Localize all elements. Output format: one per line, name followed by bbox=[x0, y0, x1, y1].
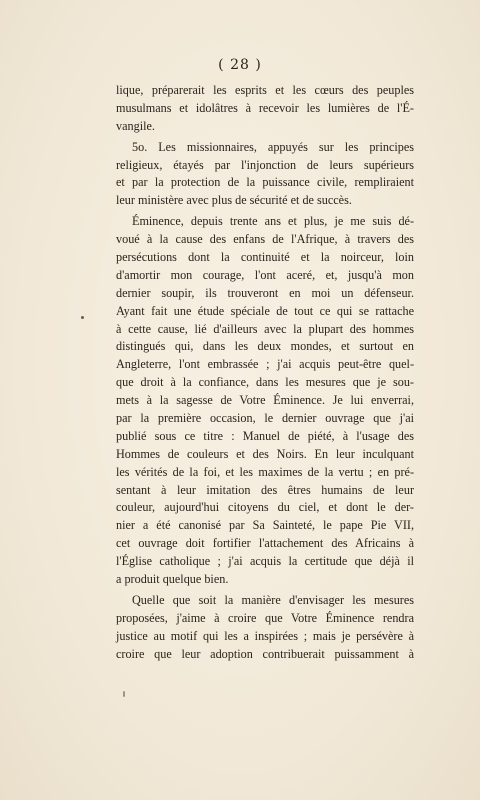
text-line: que droit à la confiance, dans les mesures que je sou- bbox=[116, 375, 414, 390]
text-line: nier a été canonisé par Sa Sainteté, le pape Pie VII, bbox=[116, 518, 414, 533]
text-line: les vérités de la foi, et les maximes de la vertu ; en pré- bbox=[116, 464, 414, 479]
text-line: à cette cause, lié d'ailleurs avec la plupart des hommes bbox=[116, 321, 414, 336]
text-line: musulmans et idolâtres à recevoir les lumières de l'É- bbox=[116, 100, 414, 115]
text-line: a produit quelque bien. bbox=[116, 572, 229, 587]
text-line: proposées, j'aime à croire que Votre Éminence rendra bbox=[116, 610, 414, 625]
text-line: cet ouvrage doit fortifier l'attachement des Africains à bbox=[116, 536, 414, 551]
text-line: couleur, aujourd'hui citoyens du ciel, et dont le der- bbox=[116, 500, 414, 515]
text-line: Hommes de couleurs et des Noirs. En leur inculquant bbox=[116, 446, 414, 461]
text-line: et par la protection de la puissance civile, rempliraient bbox=[116, 175, 414, 190]
text-line: l'Église catholique ; j'ai acquis la certitude que déjà il bbox=[116, 554, 414, 569]
text-line: mets à la sagesse de Votre Éminence. Je lui enverrai, bbox=[116, 393, 414, 408]
text-line: lique, préparerait les esprits et les cœurs des peuples bbox=[116, 83, 414, 97]
text-line: Ayant fait une étude spéciale de tout ce qui se rattache bbox=[116, 303, 414, 318]
text-line: persécutions dont la continuité et la noirceur, loin bbox=[116, 250, 414, 265]
text-line: voué à la cause des enfans de l'Afrique, à travers des bbox=[116, 232, 414, 247]
paragraph-2 bbox=[116, 139, 414, 211]
text-line: Éminence, depuis trente ans et plus, je me suis dé- bbox=[132, 214, 414, 229]
text-line: 5o. Les missionnaires, appuyés sur les principes bbox=[132, 139, 414, 154]
text-line: par la première occasion, le dernier ouvrage que j'ai bbox=[116, 411, 414, 426]
body-text bbox=[116, 82, 414, 664]
text-line: d'amortir mon courage, l'ont aceré, et, jusqu'à mon bbox=[116, 267, 414, 282]
paragraph-1 bbox=[116, 82, 414, 136]
page-number: ( 28 ) bbox=[218, 57, 262, 73]
text-line: croire que leur adoption contribuerait puissamment à bbox=[116, 646, 414, 661]
ink-speck bbox=[81, 316, 84, 319]
paragraph-3 bbox=[116, 213, 414, 589]
text-line: distingués qui, dans les deux mondes, et surtout en bbox=[116, 339, 414, 354]
text-line: publié sous ce titre : Manuel de piété, à l'usage des bbox=[116, 428, 414, 443]
ink-speck bbox=[123, 691, 125, 697]
text-line: sentant à leur imitation des êtres humains de leur bbox=[116, 482, 414, 497]
text-line: religieux, étayés par l'injonction de leurs supérieurs bbox=[116, 157, 414, 172]
paragraph-4 bbox=[116, 592, 414, 664]
text-line: Angleterre, l'ont embrassée ; j'ai acquis peut-être quel- bbox=[116, 357, 414, 372]
text-line: leur ministère avec plus de sécurité et de succès. bbox=[116, 193, 352, 208]
text-line: dernier soupir, ils trouveront en moi un défenseur. bbox=[116, 285, 414, 300]
text-line: justice au motif qui les a inspirées ; mais je persévère à bbox=[116, 628, 414, 643]
text-line: vangile. bbox=[116, 118, 155, 133]
text-line: Quelle que soit la manière d'envisager les mesures bbox=[132, 592, 414, 607]
